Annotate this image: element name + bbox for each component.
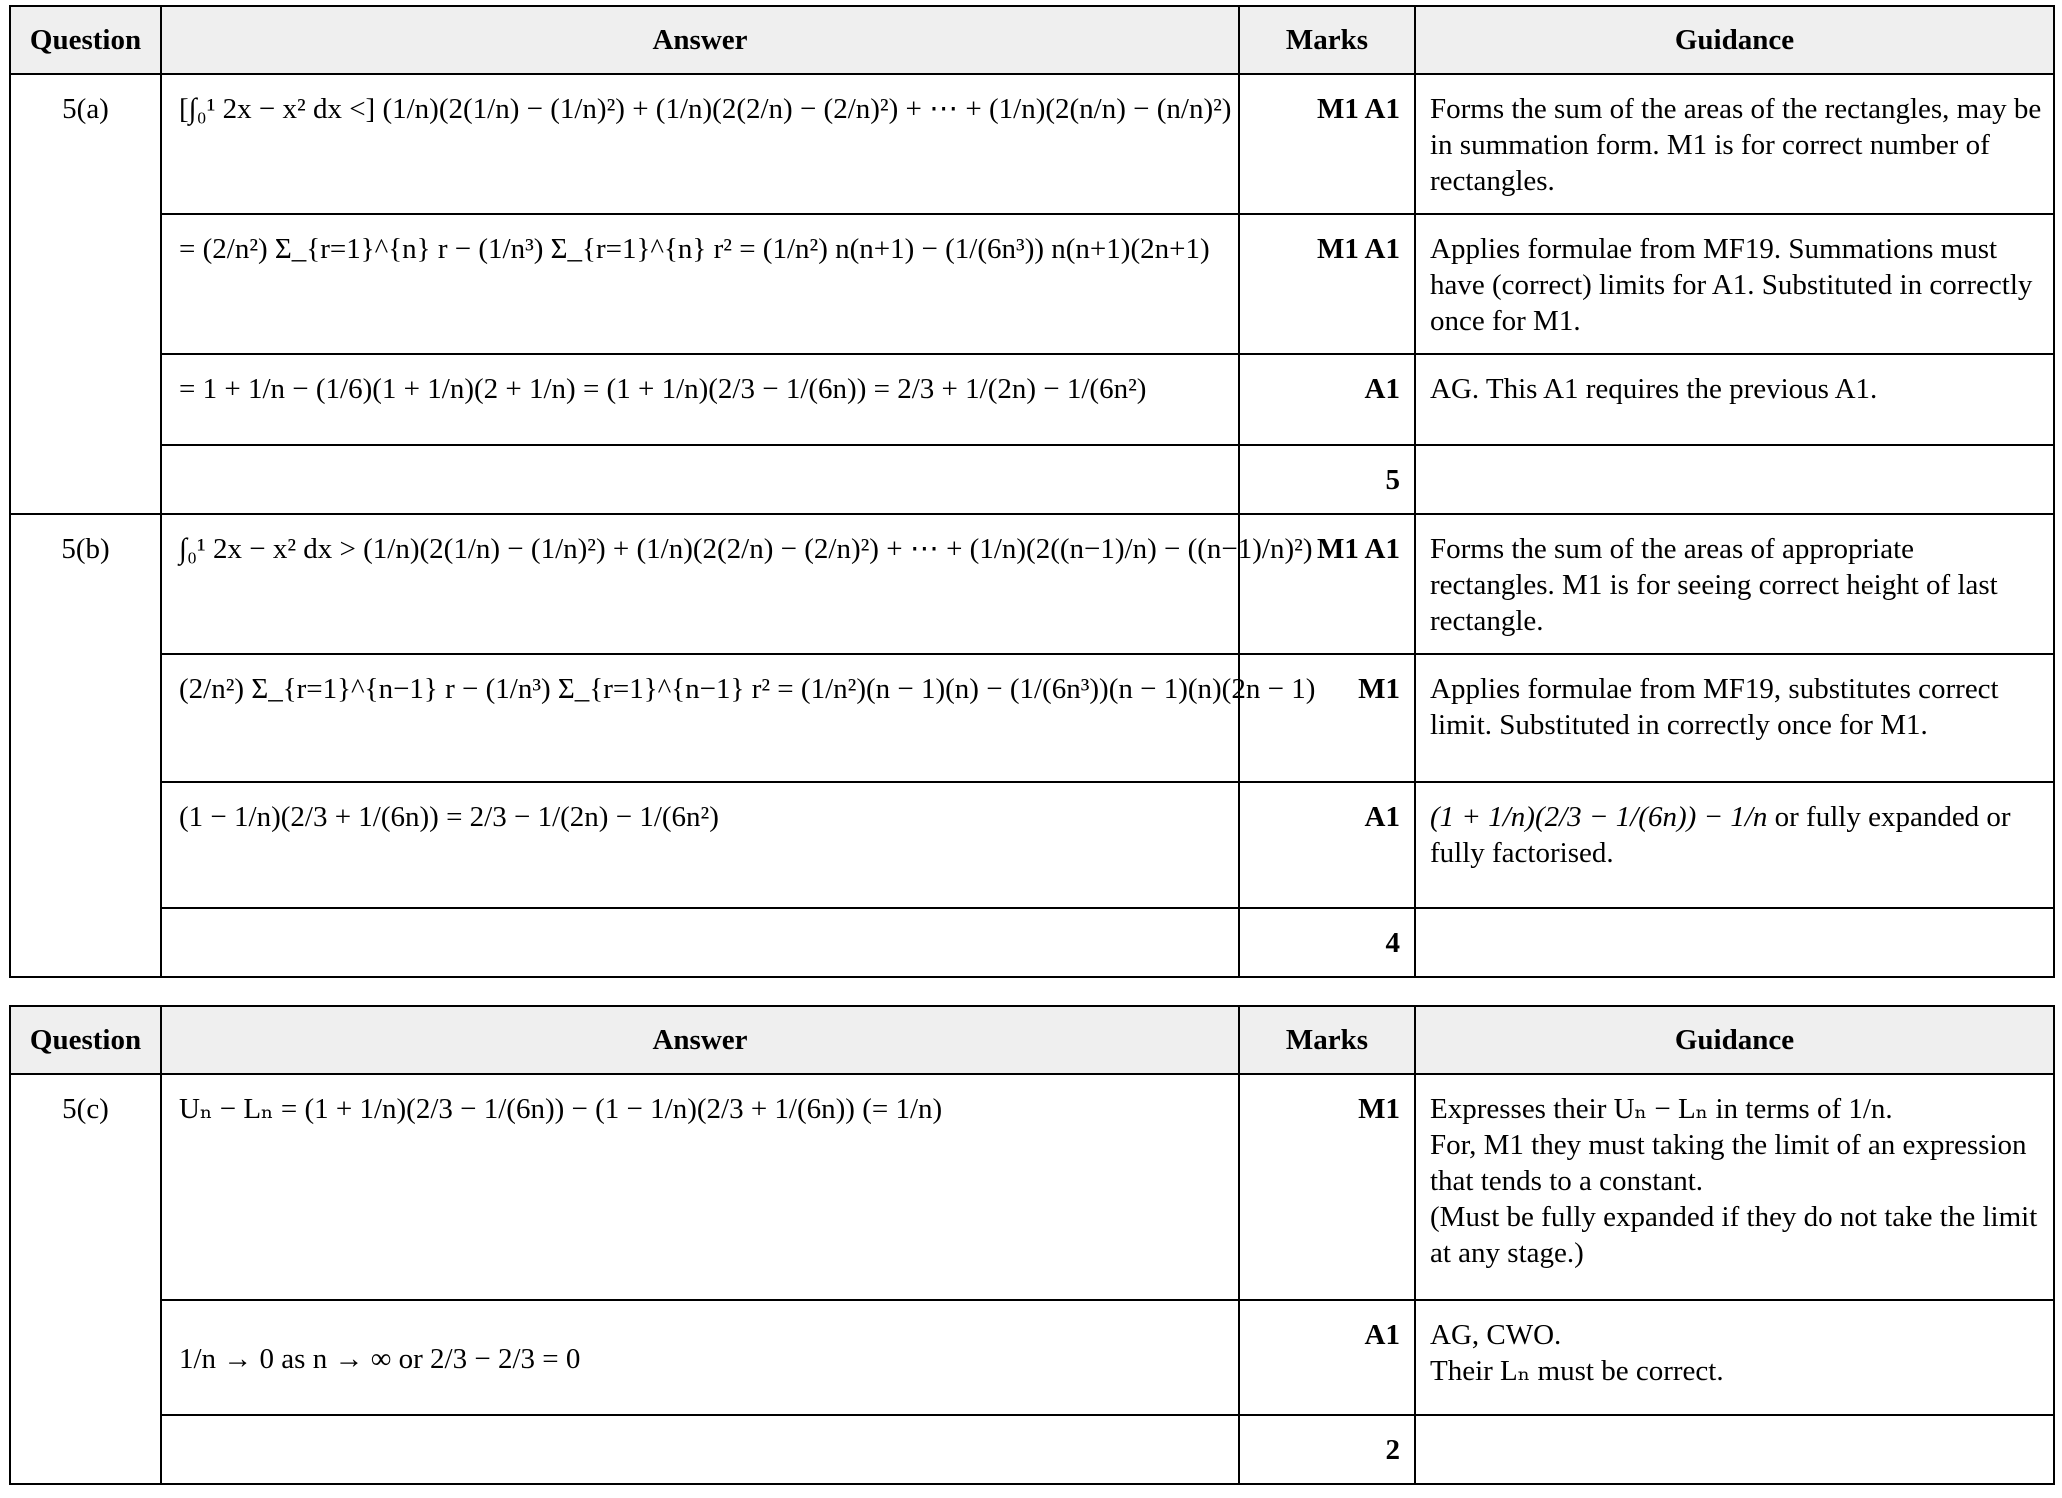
answer-math: ∫₀¹ 2x − x² dx > (1/n)(2(1/n) − (1/n)²) + (1/n)(2(2/n) − (2/n)²) + ⋯ + (1/n)(2((n−1)/n) − ((n−1)/n)²) bbox=[179, 533, 1313, 565]
guidance-cell bbox=[1415, 1300, 2054, 1415]
marks-cell: M1 A1 bbox=[1239, 514, 1415, 654]
table-row bbox=[10, 1074, 2054, 1300]
answer-math: (1 − 1/n)(2/3 + 1/(6n)) = 2/3 − 1/(2n) − 1/(6n²) bbox=[179, 801, 719, 833]
question-number: 5(b) bbox=[10, 514, 161, 977]
guidance-cell: Applies formulae from MF19. Summations must have (correct) limits for A1. Substituted in correctly once for M1. bbox=[1415, 214, 2054, 354]
table-row bbox=[10, 214, 2054, 354]
table-row bbox=[10, 782, 2054, 908]
answer-cell bbox=[161, 74, 1239, 214]
answer-cell bbox=[161, 1300, 1239, 1415]
header-question: Question bbox=[10, 6, 161, 74]
question-number: 5(a) bbox=[10, 74, 161, 514]
answer-cell bbox=[161, 214, 1239, 354]
guidance-cell-empty bbox=[1415, 445, 2054, 514]
answer-cell-empty bbox=[161, 908, 1239, 977]
table-row bbox=[10, 654, 2054, 782]
total-marks: 2 bbox=[1239, 1415, 1415, 1484]
guidance-line: AG, CWO. bbox=[1430, 1319, 1562, 1351]
answer-cell bbox=[161, 782, 1239, 908]
table-row bbox=[10, 514, 2054, 654]
answer-math: = 1 + 1/n − (1/6)(1 + 1/n)(2 + 1/n) = (1 + 1/n)(2/3 − 1/(6n)) = 2/3 + 1/(2n) − 1/(6n²) bbox=[179, 373, 1147, 405]
answer-cell bbox=[161, 1074, 1239, 1300]
marks-cell: M1 A1 bbox=[1239, 214, 1415, 354]
answer-cell bbox=[161, 354, 1239, 445]
marks-cell: M1 A1 bbox=[1239, 74, 1415, 214]
marks-cell: M1 bbox=[1239, 654, 1415, 782]
guidance-math: (1 + 1/n)(2/3 − 1/(6n)) − 1/n bbox=[1430, 801, 1768, 833]
answer-math: = (2/n²) Σ_{r=1}^{n} r − (1/n³) Σ_{r=1}^{n} r² = (1/n²) n(n+1) − (1/(6n³)) n(n+1)(2n+1) bbox=[179, 233, 1210, 265]
header-answer: Answer bbox=[161, 6, 1239, 74]
guidance-line: Their Lₙ must be correct. bbox=[1430, 1355, 1724, 1387]
guidance-line: For, M1 they must taking the limit of an expression that tends to a constant. bbox=[1430, 1129, 2027, 1197]
answer-math: 1/n → 0 as n → ∞ or 2/3 − 2/3 = 0 bbox=[179, 1343, 581, 1375]
total-marks: 5 bbox=[1239, 445, 1415, 514]
answer-cell bbox=[161, 514, 1313, 654]
answer-math: [∫₀¹ 2x − x² dx <] (1/n)(2(1/n) − (1/n)²) + (1/n)(2(2/n) − (2/n)²) + ⋯ + (1/n)(2(n/n) − (n/n)²) bbox=[179, 93, 1232, 125]
header-row bbox=[10, 6, 2054, 74]
answer-cell-empty bbox=[161, 1415, 1239, 1484]
question-number: 5(c) bbox=[10, 1074, 161, 1484]
header-marks: Marks bbox=[1239, 6, 1415, 74]
table-row bbox=[10, 1300, 2054, 1415]
guidance-cell bbox=[1415, 782, 2054, 908]
marks-cell: A1 bbox=[1239, 1300, 1415, 1415]
header-answer: Answer bbox=[161, 1006, 1239, 1074]
guidance-cell: Applies formulae from MF19, substitutes correct limit. Substituted in correctly once for M1. bbox=[1415, 654, 2054, 782]
guidance-line: (Must be fully expanded if they do not take the limit at any stage.) bbox=[1430, 1201, 2038, 1269]
answer-cell bbox=[161, 654, 1316, 782]
header-row bbox=[10, 1006, 2054, 1074]
header-question: Question bbox=[10, 1006, 161, 1074]
answer-math: Uₙ − Lₙ = (1 + 1/n)(2/3 − 1/(6n)) − (1 − 1/n)(2/3 + 1/(6n)) (= 1/n) bbox=[179, 1093, 943, 1125]
marks-cell: A1 bbox=[1239, 354, 1415, 445]
answer-cell-empty bbox=[161, 445, 1239, 514]
header-guidance: Guidance bbox=[1415, 1006, 2054, 1074]
answer-math: (2/n²) Σ_{r=1}^{n−1} r − (1/n³) Σ_{r=1}^{n−1} r² = (1/n²)(n − 1)(n) − (1/(6n³))(n − 1)(n)(2n − 1) bbox=[179, 673, 1316, 705]
guidance-cell-empty bbox=[1415, 908, 2054, 977]
total-marks: 4 bbox=[1239, 908, 1415, 977]
mark-scheme-table-2 bbox=[9, 1005, 2055, 1485]
guidance-line: Expresses their Uₙ − Lₙ in terms of 1/n. bbox=[1430, 1093, 1893, 1125]
guidance-cell bbox=[1415, 1074, 2054, 1300]
guidance-cell: AG. This A1 requires the previous A1. bbox=[1415, 354, 2054, 445]
total-row bbox=[10, 908, 2054, 977]
header-guidance: Guidance bbox=[1415, 6, 2054, 74]
mark-scheme-table-1 bbox=[9, 5, 2055, 978]
guidance-text: or fully expanded or fully factorised. bbox=[1430, 801, 2011, 869]
total-row bbox=[10, 1415, 2054, 1484]
marks-cell: M1 bbox=[1239, 1074, 1415, 1300]
header-marks: Marks bbox=[1239, 1006, 1415, 1074]
total-row bbox=[10, 445, 2054, 514]
marks-cell: A1 bbox=[1239, 782, 1415, 908]
guidance-cell-empty bbox=[1415, 1415, 2054, 1484]
guidance-cell: Forms the sum of the areas of the rectangles, may be in summation form. M1 is for correct number of rectangles. bbox=[1415, 74, 2054, 214]
table-row bbox=[10, 74, 2054, 214]
guidance-cell: Forms the sum of the areas of appropriate rectangles. M1 is for seeing correct height of last rectangle. bbox=[1415, 514, 2054, 654]
table-row bbox=[10, 354, 2054, 445]
